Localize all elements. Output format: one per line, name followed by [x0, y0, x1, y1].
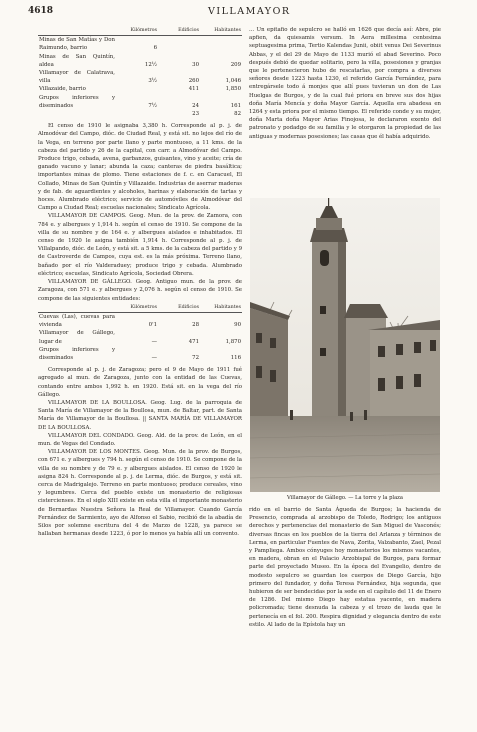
right-column-top — [249, 26, 441, 141]
photo-caption: Villamayor de Gállego. — La torre y la plaza — [286, 495, 404, 501]
table2-header-hab: Habitantes — [200, 304, 242, 313]
photo-tower-and-square — [250, 198, 440, 492]
running-title: VILLAMAYOR — [208, 6, 291, 17]
table-row: Villazaide, barrio 411 1,850 — [39, 86, 241, 93]
stats-table-1 — [38, 27, 242, 118]
table2-header-km: Kilómetros — [116, 304, 158, 313]
running-header — [28, 6, 443, 20]
stats-table-2 — [38, 304, 242, 362]
paragraph-villamayor-calatrava: El censo de 1910 le asignaba 3,380 h. Corresponde al p. j. de Almodóvar del Campo, dióc. de Ciudad Real, y está sit. no lejos del río de la Vega, en terreno por parte llano y parte montuoso, a 11 kms. de la cabeza del partido y 26 de la capital, con carr. a Almodóvar del Campo. Produce trigo, cebada, avena, garbanzos, guisantes, vino y aceite; cría de ganado vacuno y lanar; abunda la caza; canteras de piedra basáltica; importantes minas de plomo. Tiene estaciones de f. c. en Caracuel, El Collado, Minas de San Quintín y Villazaide. Industrias de aserrar maderas y de fab. de aguardientes y alcoholes, harinas y elaboración de tartas y hoces. Alumbrado eléctrico; servicio de automóviles de Almodóvar del Campo a Ciudad Real; escuelas nacionales; Sindicato Agrícola. — [38, 123, 242, 212]
entry-villamayor-de-la-boullosa: VILLAMAYOR DE LA BOULLOSA. Geog. Lug. de la parroquia de Santa María de Villamayor de la Boullosa, mun. de Baltar, part. de Santa María de Villamayor de la Boullosa. || SANTA MARÍA DE VILLAMAYOR DE LA BOULLOSA. — [38, 399, 242, 431]
table-row: Cuevas (Las), cuevas para vivienda 0'1 28 90 — [39, 313, 241, 329]
page-number: 4618 — [28, 6, 54, 16]
entry-villamayor-de-los-montes: VILLAMAYOR DE LOS MONTES. Geog. Mun. de la prov. de Burgos, con 671 e. y albergues y 794 h. según el censo de 1910. Se compone de la villa de su nombre y de 79 e. y albergues aislados. El censo de 1920 le asigna 824 h. Corresponde al p. j. de Lerma, dióc. de Burgos, y está sit. cerca de Madrigalejo. Terreno en parte montuoso; produce cereales, vino y legumbres. Cerca del pueblo existe un monasterio de religiosas cistercienses. En el siglo XIII existe en esta villa el importante monasterio de Bernardas Nuestra Señora la Real de Villamayor. Cuando García Fernández de Sarmiento, ayo de Alfonso el Sabio, recibió de la abadía de Silos por solemne escritura del 4 de Marzo de 1228, ya parece se hallaban hermanas desde 1223, ó por lo menos ya había allí un convento. — [38, 449, 242, 538]
table1-header-km: Kilómetros — [116, 27, 158, 36]
table-row: Grupos inferiores y diseminados 7½ 24 161 — [39, 94, 241, 109]
table-row: 23 82 — [192, 111, 241, 118]
paragraph-monastery: rido en el barrio de Santa Águeda de Burgos; la hacienda de Presencio, comprada al arzobispo de Toledo, Rodrigo; los antiguos derechos y pertenencias del monasterio de San Miguel de Vasconés; diversas fincas en los pueblos de la tierra del Arlanza y términos de Lerma, en particular Fuentes de Nava, Zorita, Valzabanto, Zael, Pezal y Pampliega. Ambos cónyuges hoy monasterios los mismos vacantes, en madera, obran en el Palacio Arzobispal de Burgos, para formar parte del proyectado Museo. En la época del Evangelio, dentro de modesto sepulcro se guardan los cuerpos de Diego García, hijo primero del fundador, y doña Teresa Fernández, hija segunda, que hubieron de ser bendecidas por la sede en el capítulo del 11 de Enero de 1286. Del mismo Diego hay estatua yacente, en madera policromada; tiene desnuda la cabeza y el trozo de lauda que le pertenecía en el fol. 200. Respira dignidad y elegancia dentro de este estilo. Al lado de la Epístola hay un — [249, 507, 441, 628]
table-row: Grupos inferiores y diseminados — 72 116 — [39, 346, 241, 361]
table-row: Minas de San Matías y Don Raimundo, barrio 6 — [39, 37, 157, 52]
table-row: Villamayor de Gállego, lugar de — 471 1,870 — [39, 330, 241, 345]
paragraph-epitaph: ... Un epitafio de sepulcro se halló en 1626 que decía así: Abre, pie apfien, da quiesamis versum. In Aera millesima centesima septuagesima prima, Tertio Kalendas Junii, obiit venus Dei Severinus Abbas, y el del 29 de Mayo de 1133 murió el abad Severino. Poco después debió de quedar solitario, pero la villa, posesiones y granjas que le pertenecieron hubo de rescatarlas, por compra a diversos señores desde 1223 hasta 1230, el referido García Fernández, para entregársele todo á monjes que allí pues tuvieran un don de Las Huelgas de Burgos, y de la cual fué priora en breve sus dos hijas doña María Mencía y doña Mayor García. Aquella era abadesa en 1264 y esta priora por el mismo tiempo. El referido conde y su mujer, doña Marta doña Mayor Arias Finojosa, le declararon exento del patronato y podadgo de su familia y le otorgaron la propiedad de las antiguas y modernas posesiones; las casas que él había adquirido. — [249, 27, 441, 140]
table-row: Villamayor de Calatrava, villa 3½ 260 1,046 — [39, 70, 241, 85]
paragraph-gallego-note: Corresponde al p. j. de Zaragoza; pero el 9 de Mayo de 1911 fué agregado al mun. de Zaragoza, junto con la entidad de las Cuevas, contando entre ambos 1,992 h. en 1920. Está sit. en la vega del río Gállego. — [38, 367, 242, 398]
table2-header-edif: Edificios — [158, 304, 200, 313]
entry-villamayor-de-gallego: VILLAMAYOR DE GÁLLEGO. Geog. Antiguo mun. de la prov. de Zaragoza, con 571 e. y albergues y 2,076 h. según el censo de 1910. Se compone de las siguientes entidades: — [38, 279, 242, 302]
table-row: Minas de San Quintín, aldea 12½ 30 209 — [39, 53, 241, 68]
left-column — [38, 26, 242, 538]
entry-villamayor-de-campos: VILLAMAYOR DE CAMPOS. Geog. Mun. de la prov. de Zamora, con 784 e. y albergues y 1,914 h. según el censo de 1910. Se compone de la villa de su nombre y de 164 e. y albergues aislados e inhabitados. El censo de 1920 le asigna también 1,914 h. Corresponde al p. j. de Villalpando, dióc. de León, y está sit. a 5 kms. de la cabeza del partido y 9 de Castroverde de Campos, cuya est. es la más próxima. Terreno llano, bañado por el río Valderaduey; produce trigo y cebada. Alumbrado eléctrico; escuelas, Sindicato Agrícola, Sociedad Obrera. — [38, 213, 242, 277]
right-column-bottom — [249, 506, 441, 629]
table1-header-edif: Edificios — [158, 27, 200, 36]
entry-villamayor-del-condado: VILLAMAYOR DEL CONDADO. Geog. Ald. de la prov. de León, en el mun. de Vegas del Condado. — [38, 432, 242, 447]
table1-header-hab: Habitantes — [200, 27, 242, 36]
